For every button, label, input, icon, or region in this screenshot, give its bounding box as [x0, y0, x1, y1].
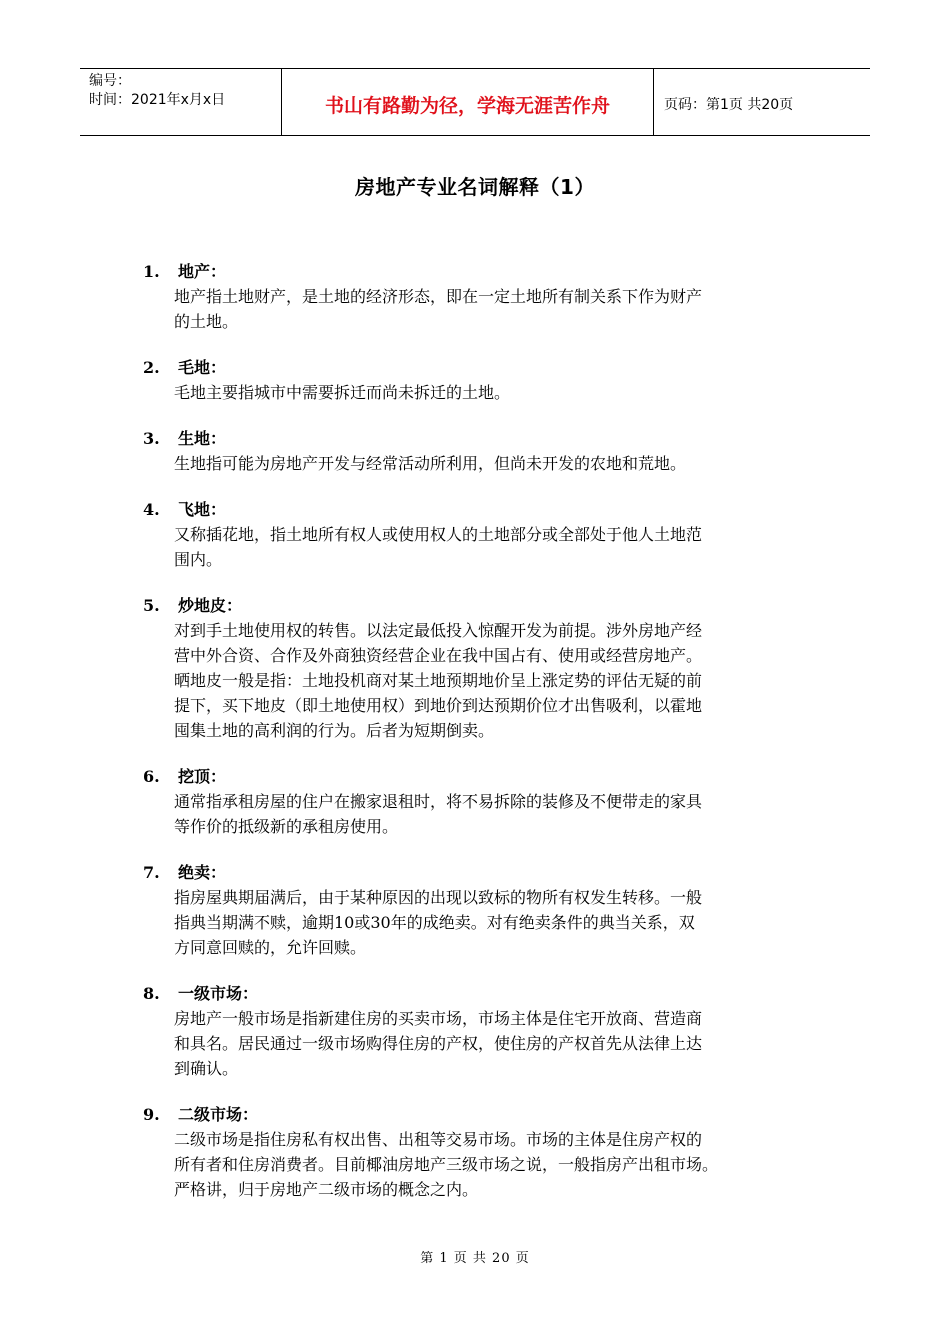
term-definition: 指房屋典期届满后，由于某种原因的出现以致标的物所有权发生转移。一般 指典当期满不赎，逾期10或30年的成绝卖。对有绝卖条件的典当关系，双 方同意回赎的，允许回赎。	[174, 888, 703, 957]
term-number: 9.	[143, 1105, 160, 1124]
header-motto: 书山有路勤为径，学海无涯苦作舟	[282, 69, 654, 135]
term-name: 绝卖：	[178, 863, 227, 882]
term-heading	[143, 427, 823, 451]
document-number: 编号：	[89, 73, 131, 89]
term-name: 挖顶：	[178, 767, 227, 786]
term-heading	[143, 765, 823, 789]
term-item	[143, 861, 823, 960]
term-item	[143, 594, 823, 743]
term-heading	[143, 594, 823, 618]
term-definition: 又称插花地，指土地所有权人或使用权人的土地部分或全部处于他人土地范 围内。	[174, 525, 703, 569]
term-definition: 对到手土地使用权的转售。以法定最低投入惊醒开发为前提。涉外房地产经 营中外合资、合作及外商独资经营企业在我中国占有、使用或经营房地产。 晒地皮一般是指：土地投机商对某土地预期地价呈上涨定势的评估无疑的前 提下，买下地皮（即土地使用权）到地价到达预期价位才出售吸利，以霍地 囤集土地的高利润的行为。后者为短期倒卖。	[174, 621, 703, 740]
term-definition: 通常指承租房屋的住户在搬家退租时，将不易拆除的装修及不便带走的家具 等作价的抵级新的承租房使用。	[174, 792, 703, 836]
term-number: 3.	[143, 429, 160, 448]
term-item	[143, 260, 823, 334]
term-list	[143, 260, 823, 1224]
term-heading	[143, 498, 823, 522]
document-header	[80, 68, 870, 136]
term-definition: 毛地主要指城市中需要拆迁而尚未拆迁的土地。	[174, 383, 511, 402]
term-heading	[143, 260, 823, 284]
term-number: 1.	[143, 262, 160, 281]
term-name: 炒地皮：	[178, 596, 243, 615]
term-number: 8.	[143, 984, 160, 1003]
header-page-info: 页码：第1页 共20页	[664, 96, 794, 113]
term-heading	[143, 861, 823, 885]
term-definition: 房地产一般市场是指新建住房的买卖市场，市场主体是住宅开放商、营造商 和具名。居民通过一级市场购得住房的产权，使住房的产权首先从法律上达 到确认。	[174, 1009, 703, 1078]
term-definition: 二级市场是指住房私有权出售、出租等交易市场。市场的主体是住房产权的 所有者和住房消费者。目前椰油房地产三级市场之说，一般指房产出租市场。 严格讲，归于房地产二级市场的概念之内。	[174, 1130, 719, 1199]
term-number: 5.	[143, 596, 160, 615]
term-item	[143, 427, 823, 476]
page-title: 房地产专业名词解释（1）	[355, 175, 595, 199]
term-number: 2.	[143, 358, 160, 377]
term-heading	[143, 1103, 823, 1127]
term-number: 4.	[143, 500, 160, 519]
term-number: 7.	[143, 863, 160, 882]
term-item	[143, 1103, 823, 1202]
term-number: 6.	[143, 767, 160, 786]
document-date: 时间：2021年x月x日	[89, 92, 226, 108]
term-name: 毛地：	[178, 358, 227, 377]
term-name: 生地：	[178, 429, 227, 448]
term-name: 一级市场：	[178, 984, 259, 1003]
term-heading	[143, 982, 823, 1006]
term-item	[143, 498, 823, 572]
term-heading	[143, 356, 823, 380]
term-item	[143, 356, 823, 405]
header-meta	[80, 69, 282, 135]
term-name: 地产：	[178, 262, 227, 281]
term-item	[143, 765, 823, 839]
term-name: 飞地：	[178, 500, 227, 519]
term-definition: 生地指可能为房地产开发与经常活动所利用，但尚未开发的农地和荒地。	[174, 454, 687, 473]
page-footer: 第 1 页 共 20 页	[420, 1251, 530, 1266]
term-definition: 地产指土地财产，是土地的经济形态，即在一定土地所有制关系下作为财产 的土地。	[174, 287, 703, 331]
term-item	[143, 982, 823, 1081]
term-name: 二级市场：	[178, 1105, 259, 1124]
